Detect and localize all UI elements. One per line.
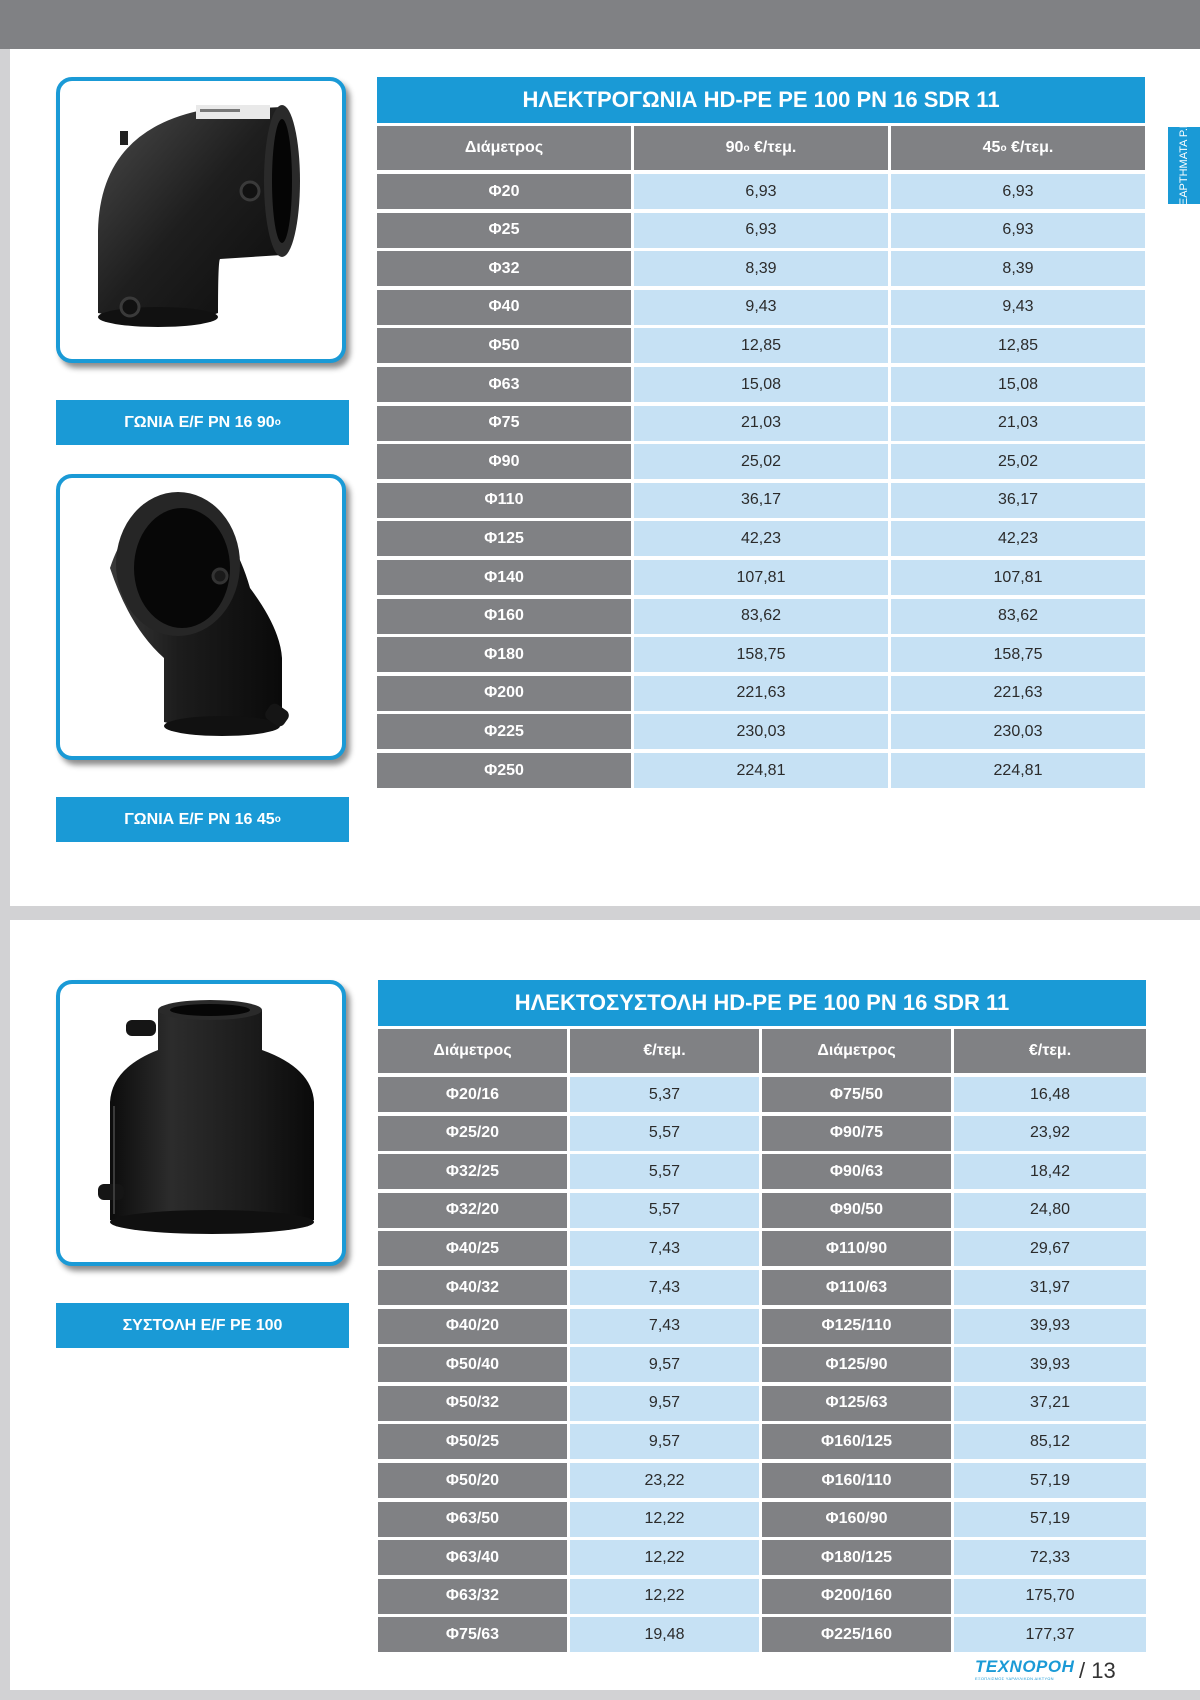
price-cell: 5,57 xyxy=(570,1116,759,1151)
table-row xyxy=(378,1154,1146,1189)
price-cell: 16,48 xyxy=(954,1077,1146,1112)
table-row xyxy=(377,213,1145,248)
table-row xyxy=(378,1116,1146,1151)
diameter-cell: Φ90/75 xyxy=(762,1116,951,1151)
diameter-cell: Φ40 xyxy=(377,290,631,325)
price-90-cell: 83,62 xyxy=(634,599,888,634)
price-90-cell: 8,39 xyxy=(634,251,888,286)
price-90-cell: 230,03 xyxy=(634,714,888,749)
diameter-cell: Φ50 xyxy=(377,328,631,363)
diameter-cell: Φ110/63 xyxy=(762,1270,951,1305)
price-45-cell: 6,93 xyxy=(891,213,1145,248)
diameter-cell: Φ110 xyxy=(377,483,631,518)
table-row xyxy=(377,753,1145,788)
price-45-cell: 83,62 xyxy=(891,599,1145,634)
table-row xyxy=(377,483,1145,518)
price-90-cell: 12,85 xyxy=(634,328,888,363)
price-90-cell: 25,02 xyxy=(634,444,888,479)
price-cell: 31,97 xyxy=(954,1270,1146,1305)
brand-logo-text: ΤΕΧΝΟΡΟΗ xyxy=(975,1657,1075,1676)
table-row xyxy=(378,1617,1146,1652)
header-45-label: 45 xyxy=(982,139,1001,156)
price-cell: 12,22 xyxy=(570,1540,759,1575)
price-cell: 19,48 xyxy=(570,1617,759,1652)
table-row xyxy=(378,1463,1146,1498)
brand-logo-tagline: ΕΞΟΠΛΙΣΜΟΣ ΥΔΡΑΥΛΙΚΩΝ ΔΙΚΤΥΩΝ xyxy=(975,1676,1054,1681)
price-cell: 57,19 xyxy=(954,1502,1146,1537)
table-row xyxy=(377,637,1145,672)
diameter-cell: Φ40/32 xyxy=(378,1270,567,1305)
diameter-cell: Φ180 xyxy=(377,637,631,672)
price-cell: 5,57 xyxy=(570,1154,759,1189)
price-cell: 12,22 xyxy=(570,1502,759,1537)
table-row xyxy=(377,676,1145,711)
diameter-cell: Φ90 xyxy=(377,444,631,479)
price-45-cell: 221,63 xyxy=(891,676,1145,711)
price-cell: 9,57 xyxy=(570,1347,759,1382)
price-45-cell: 107,81 xyxy=(891,560,1145,595)
reducer-fitting-icon xyxy=(60,984,342,1262)
diameter-cell: Φ125/63 xyxy=(762,1386,951,1421)
side-tab-label: ΕΞΑΡΤΗΜΑΤΑ Ρ.Ε. xyxy=(1178,117,1190,213)
diameter-cell: Φ225/160 xyxy=(762,1617,951,1652)
header-90-label: 90 xyxy=(725,139,744,156)
page-number: / 13 xyxy=(1079,1658,1116,1683)
price-45-cell: 230,03 xyxy=(891,714,1145,749)
header-diameter-left: Διάμετρος xyxy=(378,1029,567,1073)
table-title: ΗΛΕΚΤΡΟΓΩΝΙΑ HD-PE PE 100 PN 16 SDR 11 xyxy=(377,77,1145,123)
price-45-cell: 158,75 xyxy=(891,637,1145,672)
price-cell: 175,70 xyxy=(954,1579,1146,1614)
table-row xyxy=(378,1386,1146,1421)
header-price-45 xyxy=(891,126,1145,170)
table-row xyxy=(378,1231,1146,1266)
table-title: ΗΛΕΚΤΟΣΥΣΤΟΛΗ HD-PE PE 100 PN 16 SDR 11 xyxy=(378,980,1146,1026)
price-cell: 39,93 xyxy=(954,1347,1146,1382)
diameter-cell: Φ50/40 xyxy=(378,1347,567,1382)
diameter-cell: Φ75/63 xyxy=(378,1617,567,1652)
diameter-cell: Φ140 xyxy=(377,560,631,595)
price-cell: 29,67 xyxy=(954,1231,1146,1266)
elbow-90-fitting-icon xyxy=(60,81,342,359)
price-cell: 24,80 xyxy=(954,1193,1146,1228)
caption-elbow-90 xyxy=(56,400,349,445)
diameter-cell: Φ20 xyxy=(377,174,631,209)
caption-elbow-90-text: ΓΩΝΙΑ Ε/F PN 16 90 xyxy=(124,413,275,431)
side-tab xyxy=(1168,117,1200,213)
header-90-unit: €/τεμ. xyxy=(754,139,797,156)
price-cell: 9,57 xyxy=(570,1424,759,1459)
diameter-cell: Φ50/25 xyxy=(378,1424,567,1459)
price-cell: 7,43 xyxy=(570,1270,759,1305)
table-row xyxy=(378,1309,1146,1344)
header-price-right: €/τεμ. xyxy=(954,1029,1146,1073)
diameter-cell: Φ75/50 xyxy=(762,1077,951,1112)
diameter-cell: Φ160/110 xyxy=(762,1463,951,1498)
table-row xyxy=(377,367,1145,402)
header-price-left: €/τεμ. xyxy=(570,1029,759,1073)
diameter-cell: Φ75 xyxy=(377,406,631,441)
price-45-cell: 42,23 xyxy=(891,521,1145,556)
diameter-cell: Φ63/32 xyxy=(378,1579,567,1614)
price-45-cell: 8,39 xyxy=(891,251,1145,286)
diameter-cell: Φ160 xyxy=(377,599,631,634)
price-90-cell: 6,93 xyxy=(634,213,888,248)
price-cell: 57,19 xyxy=(954,1463,1146,1498)
diameter-cell: Φ50/20 xyxy=(378,1463,567,1498)
price-90-cell: 107,81 xyxy=(634,560,888,595)
table-row xyxy=(377,174,1145,209)
top-bar xyxy=(0,0,1200,49)
diameter-cell: Φ32/20 xyxy=(378,1193,567,1228)
diameter-cell: Φ160/90 xyxy=(762,1502,951,1537)
header-price-90 xyxy=(634,126,888,170)
elbow-45-fitting-icon xyxy=(60,478,342,756)
degree-sup: o xyxy=(274,814,281,825)
product-photo-elbow-90 xyxy=(56,77,346,363)
degree-sup: o xyxy=(1000,142,1007,154)
diameter-cell: Φ63/50 xyxy=(378,1502,567,1537)
diameter-cell: Φ200/160 xyxy=(762,1579,951,1614)
price-90-cell: 36,17 xyxy=(634,483,888,518)
price-90-cell: 15,08 xyxy=(634,367,888,402)
degree-sup: o xyxy=(743,142,750,154)
price-90-cell: 42,23 xyxy=(634,521,888,556)
diameter-cell: Φ225 xyxy=(377,714,631,749)
price-cell: 177,37 xyxy=(954,1617,1146,1652)
diameter-cell: Φ50/32 xyxy=(378,1386,567,1421)
price-cell: 5,57 xyxy=(570,1193,759,1228)
table-electro-elbow xyxy=(377,77,1145,785)
table-row xyxy=(377,599,1145,634)
price-cell: 9,57 xyxy=(570,1386,759,1421)
table-row xyxy=(378,1579,1146,1614)
table-row xyxy=(378,1540,1146,1575)
table-row xyxy=(378,1424,1146,1459)
price-cell: 7,43 xyxy=(570,1309,759,1344)
price-90-cell: 6,93 xyxy=(634,174,888,209)
price-cell: 7,43 xyxy=(570,1231,759,1266)
header-45-unit: €/τεμ. xyxy=(1011,139,1054,156)
table-row xyxy=(377,406,1145,441)
diameter-cell: Φ40/20 xyxy=(378,1309,567,1344)
price-cell: 85,12 xyxy=(954,1424,1146,1459)
table-row xyxy=(378,1502,1146,1537)
table-electro-reducer xyxy=(378,980,1146,1650)
price-cell: 23,92 xyxy=(954,1116,1146,1151)
diameter-cell: Φ20/16 xyxy=(378,1077,567,1112)
diameter-cell: Φ32 xyxy=(377,251,631,286)
price-45-cell: 25,02 xyxy=(891,444,1145,479)
diameter-cell: Φ200 xyxy=(377,676,631,711)
price-45-cell: 6,93 xyxy=(891,174,1145,209)
diameter-cell: Φ32/25 xyxy=(378,1154,567,1189)
diameter-cell: Φ90/50 xyxy=(762,1193,951,1228)
diameter-cell: Φ63 xyxy=(377,367,631,402)
price-45-cell: 9,43 xyxy=(891,290,1145,325)
diameter-cell: Φ40/25 xyxy=(378,1231,567,1266)
table-row xyxy=(377,328,1145,363)
table-row xyxy=(377,444,1145,479)
price-cell: 18,42 xyxy=(954,1154,1146,1189)
caption-reducer xyxy=(56,1303,349,1348)
table-row xyxy=(377,251,1145,286)
price-90-cell: 9,43 xyxy=(634,290,888,325)
diameter-cell: Φ63/40 xyxy=(378,1540,567,1575)
price-90-cell: 21,03 xyxy=(634,406,888,441)
price-90-cell: 158,75 xyxy=(634,637,888,672)
price-cell: 12,22 xyxy=(570,1579,759,1614)
caption-elbow-45 xyxy=(56,797,349,842)
table-row xyxy=(377,560,1145,595)
caption-reducer-text: ΣΥΣΤΟΛΗ Ε/F PE 100 xyxy=(122,1316,283,1334)
price-45-cell: 224,81 xyxy=(891,753,1145,788)
diameter-cell: Φ180/125 xyxy=(762,1540,951,1575)
price-cell: 5,37 xyxy=(570,1077,759,1112)
price-90-cell: 224,81 xyxy=(634,753,888,788)
price-45-cell: 36,17 xyxy=(891,483,1145,518)
diameter-cell: Φ110/90 xyxy=(762,1231,951,1266)
header-diameter: Διάμετρος xyxy=(377,126,631,170)
table-row xyxy=(377,290,1145,325)
table-row xyxy=(378,1347,1146,1382)
diameter-cell: Φ90/63 xyxy=(762,1154,951,1189)
header-diameter-right: Διάμετρος xyxy=(762,1029,951,1073)
diameter-cell: Φ125/90 xyxy=(762,1347,951,1382)
product-photo-reducer xyxy=(56,980,346,1266)
price-45-cell: 12,85 xyxy=(891,328,1145,363)
price-45-cell: 21,03 xyxy=(891,406,1145,441)
product-photo-elbow-45 xyxy=(56,474,346,760)
price-cell: 23,22 xyxy=(570,1463,759,1498)
table-row xyxy=(378,1270,1146,1305)
degree-sup: o xyxy=(274,417,281,428)
diameter-cell: Φ25/20 xyxy=(378,1116,567,1151)
caption-elbow-45-text: ΓΩΝΙΑ Ε/F PN 16 45 xyxy=(124,810,275,828)
diameter-cell: Φ25 xyxy=(377,213,631,248)
table-row xyxy=(377,714,1145,749)
table-row xyxy=(378,1077,1146,1112)
diameter-cell: Φ250 xyxy=(377,753,631,788)
price-cell: 37,21 xyxy=(954,1386,1146,1421)
diameter-cell: Φ160/125 xyxy=(762,1424,951,1459)
price-90-cell: 221,63 xyxy=(634,676,888,711)
brand-logo xyxy=(975,1658,1077,1682)
price-cell: 72,33 xyxy=(954,1540,1146,1575)
table-row xyxy=(377,521,1145,556)
price-45-cell: 15,08 xyxy=(891,367,1145,402)
price-cell: 39,93 xyxy=(954,1309,1146,1344)
diameter-cell: Φ125 xyxy=(377,521,631,556)
table-row xyxy=(378,1193,1146,1228)
diameter-cell: Φ125/110 xyxy=(762,1309,951,1344)
